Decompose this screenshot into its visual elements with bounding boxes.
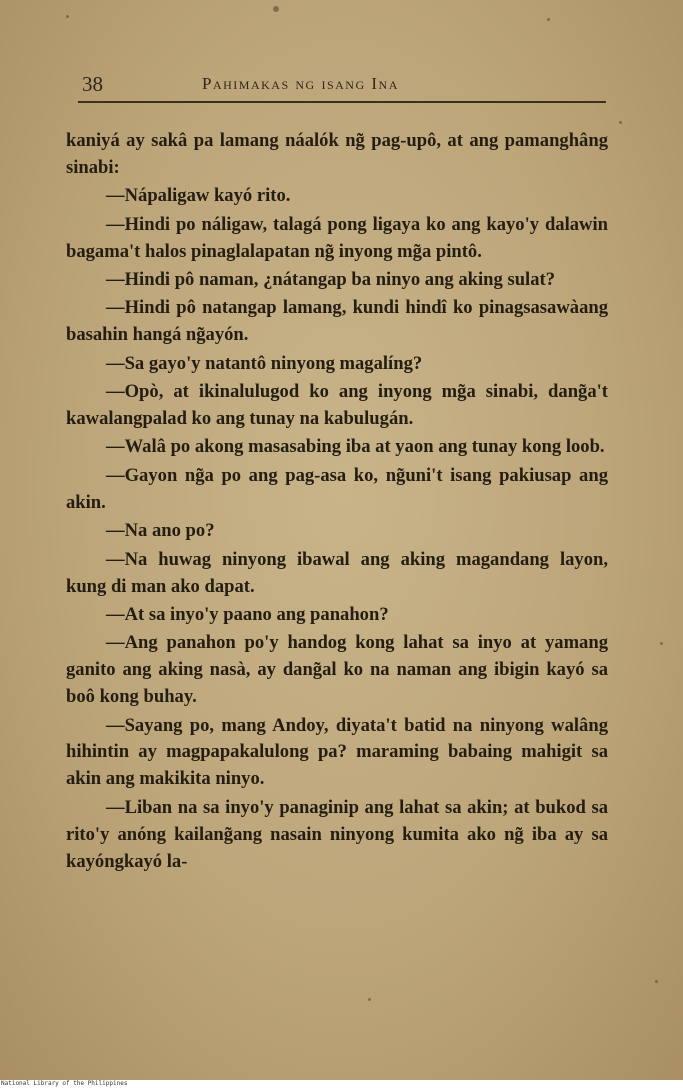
paragraph: —Na huwag ninyong ibawal ang aking magandang layon, kung di man ako dapat.	[66, 548, 608, 597]
paragraph: —Hindi po náligaw, talagá pong ligaya ko ang kayo'y dalawin bagama't halos pinaglalapatan ng̃ inyong mg̃a pintô.	[66, 213, 608, 262]
print-speck	[273, 6, 279, 12]
paragraph: —Opò, at ikinalulugod ko ang inyong mg̃a sinabi, dang̃a't kawalangpalad ko ang tunay na kabulugán.	[66, 381, 608, 430]
paragraph: —Hindi pô natangap lamang, kundi hindî ko pinagsasawàang basahin hangá ng̃ayón.	[66, 297, 608, 346]
paragraph: —Na ano po?	[106, 520, 215, 542]
running-title: Pahimakas ng isang Ina	[202, 74, 399, 93]
print-speck	[619, 121, 622, 124]
paragraph: —Gayon ng̃a po ang pag-asa ko, ng̃uni't isang pakiusap ang akin.	[66, 464, 608, 513]
paragraph: —Walâ po akong masasabing iba at yaon ang tunay kong loob.	[106, 436, 605, 458]
paragraph: —Nápaligaw kayó rito.	[106, 185, 291, 207]
paragraph: —Sa gayo'y natantô ninyong magalíng?	[106, 352, 423, 374]
body-text	[66, 128, 608, 877]
paragraph: —At sa inyo'y paano ang panahon?	[106, 603, 389, 625]
paragraph: kaniyá ay sakâ pa lamang náalók ng̃ pag-upô, at ang pamanghâng sinabi:	[66, 130, 608, 178]
print-speck	[547, 18, 550, 21]
paragraph: —Ang panahon po'y handog kong lahat sa inyo at yamang ganito ang aking nasà, ay dang̃al ko na naman ang ibigin kayó sa boô kong buhay.	[66, 632, 608, 708]
paragraph: —Sayang po, mang Andoy, diyata't batid na ninyong walâng hihintin ay magpapakalulong pa? maraming babaing mahigit sa akin ang makikita ninyo.	[66, 714, 608, 790]
print-speck	[66, 15, 69, 18]
print-speck	[660, 642, 663, 645]
print-speck	[655, 980, 658, 983]
paragraph: —Hindi pô naman, ¿nátangap ba ninyo ang aking sulat?	[106, 269, 555, 291]
library-credit: National Library of the Philippines	[1, 1080, 128, 1087]
page-number: 38	[82, 72, 103, 96]
header-rule	[78, 101, 606, 103]
page-header	[78, 68, 606, 100]
print-speck	[368, 998, 371, 1001]
paragraph: —Liban na sa inyo'y panaginip ang lahat sa akin; at bukod sa rito'y anóng kailang̃ang nasain ninyong kumita ako ng̃ iba ay sa kayóngkayó la-	[66, 796, 608, 872]
